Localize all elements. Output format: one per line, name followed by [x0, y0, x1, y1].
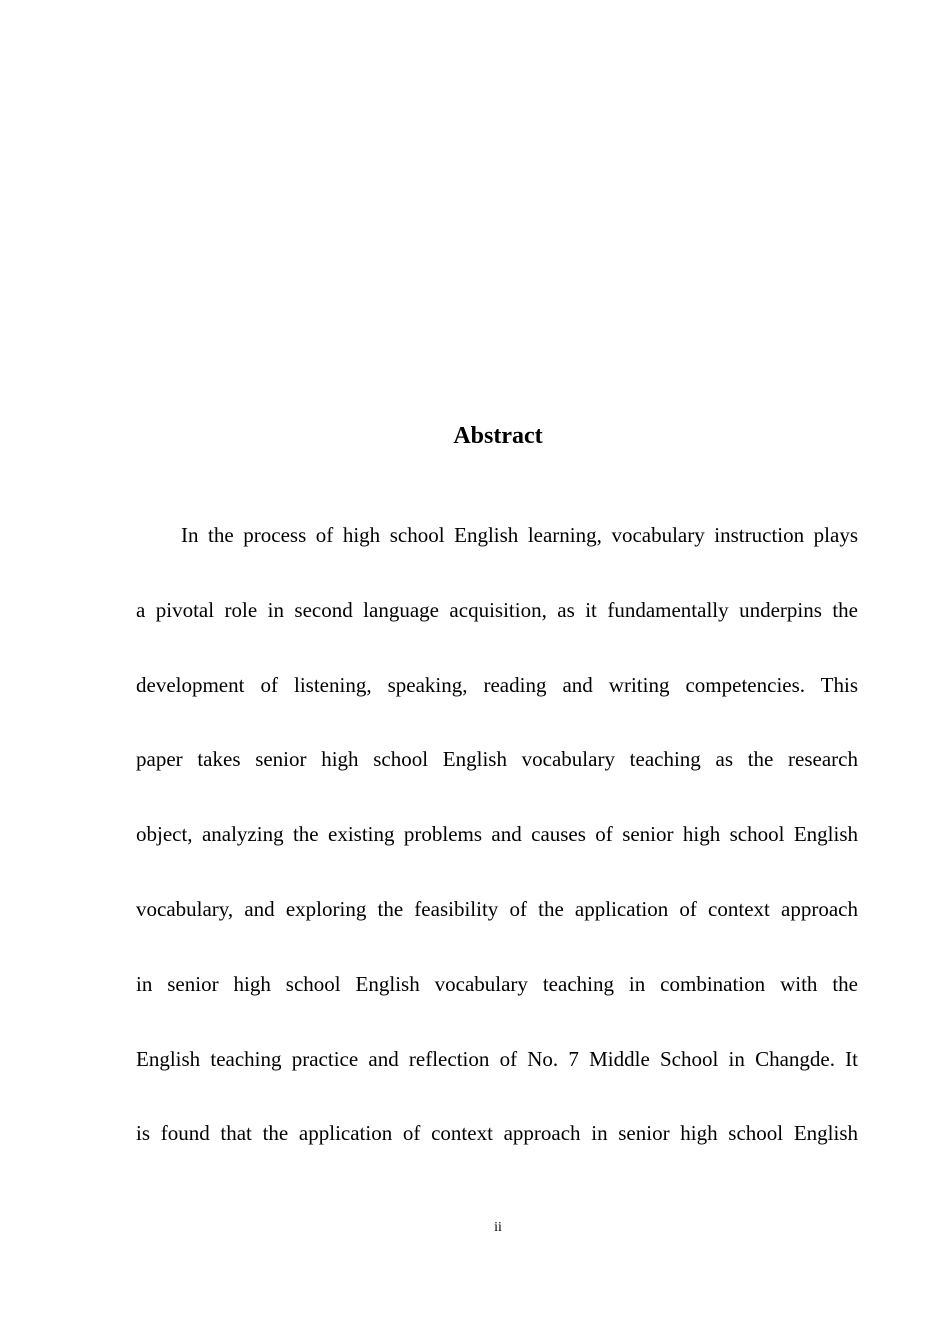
abstract-line: vocabulary, and exploring the feasibility of the application of context approach	[136, 896, 858, 921]
abstract-line: English teaching practice and reflection of No. 7 Middle School in Changde. It	[136, 1046, 858, 1071]
abstract-line: in senior high school English vocabulary teaching in combination with the	[136, 971, 858, 996]
abstract-line: object, analyzing the existing problems and causes of senior high school English	[136, 822, 858, 847]
abstract-line: In the process of high school English learning, vocabulary instruction plays	[181, 523, 858, 547]
abstract-line: development of listening, speaking, reading and writing competencies. This	[136, 672, 858, 697]
page-title: Abstract	[453, 423, 543, 449]
page-number: ii	[494, 1220, 502, 1235]
abstract-line: paper takes senior high school English vocabulary teaching as the research	[136, 747, 858, 772]
abstract-line: a pivotal role in second language acquisition, as it fundamentally underpins the	[136, 597, 858, 622]
abstract-body	[136, 517, 858, 1190]
abstract-line: is found that the application of context approach in senior high school English	[136, 1121, 858, 1146]
